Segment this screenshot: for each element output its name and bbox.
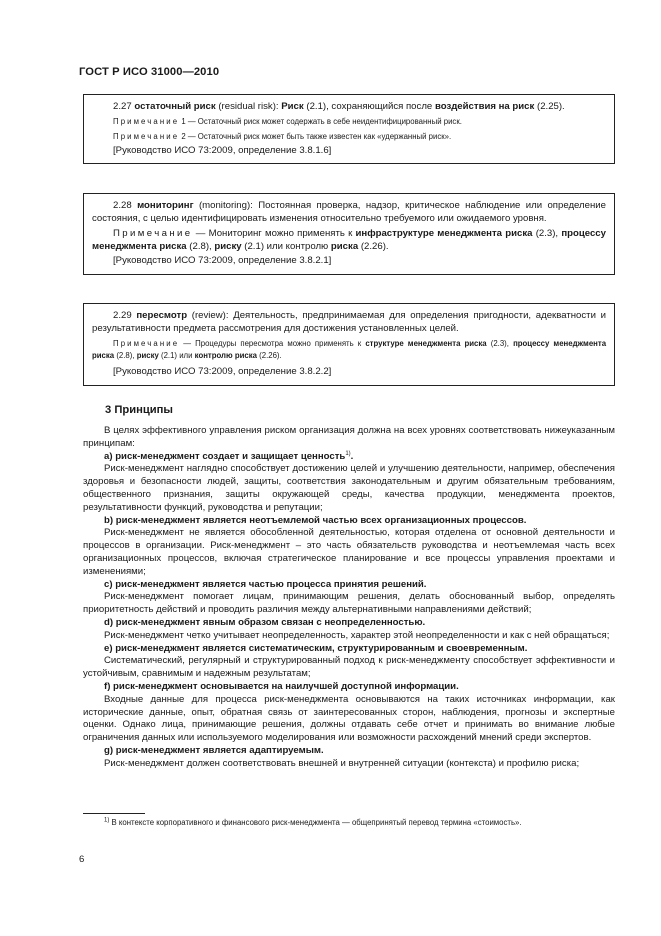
term-definition <box>92 310 606 335</box>
term-name: пересмотр <box>136 310 188 321</box>
principle-text: Риск-менеджмент должен соответствовать внешней и внутренней ситуации (контекста) и профилю риска; <box>104 757 580 769</box>
term-number: 2.28 <box>113 200 132 211</box>
note-text: — Мониторинг можно применять к <box>195 228 353 240</box>
term-name: остаточный риск <box>134 101 216 112</box>
note <box>92 228 606 253</box>
note <box>92 338 606 362</box>
principle-text: Риск-менеджмент наглядно способствует достижению целей и улучшению деятельности, например, обеспечения здоровья и безопасности людей, защиты, соответствия законодательным и другим обязательным требованиям, общественного признания, защиты окружающей среды, качества продукции, менеджмента проектов, результативности функций, руководства и репутации; <box>83 463 615 513</box>
note-text: (2.3), <box>490 339 509 349</box>
note-1 <box>92 116 606 128</box>
principle-title: b) риск-менеджмент является неотъемлемой частью всех организационных процессов. <box>104 514 527 526</box>
footnote <box>83 817 615 829</box>
term-link: процессу менеджмента риска <box>92 228 606 252</box>
note-text: — Процедуры пересмотра можно применять к <box>183 339 362 349</box>
definition-text: (2.1), сохраняющийся после <box>306 101 433 112</box>
principle-heading <box>83 745 615 758</box>
note-text: 2 — Остаточный риск может быть также известен как «удержанный риск». <box>181 131 452 141</box>
section-title: 3 Принципы <box>105 404 173 416</box>
note-2 <box>92 131 606 143</box>
principle-title: f) риск-менеджмент основывается на наилучшей доступной информации. <box>104 680 459 692</box>
note-text: (2.8), <box>189 240 212 252</box>
term-link: риску <box>214 240 242 252</box>
term-box-2-29 <box>83 303 615 386</box>
note-label: Примечание <box>113 228 193 240</box>
footnote-text: В контексте корпоративного и финансового риск-менеджмента — общепринятый перевод термина «стоимость». <box>111 818 522 827</box>
note-text: (2.26). <box>360 240 389 252</box>
note-label: Примечание <box>113 116 180 126</box>
term-definition <box>92 200 606 225</box>
term-name: мониторинг <box>137 200 194 211</box>
principle-text: Систематический, регулярный и структурированный подход к риск-менеджменту способствует эффективности и устойчивым, сравнимым и надежным результатам; <box>83 655 615 680</box>
note-text: (2.8), <box>116 351 135 361</box>
principles-list <box>83 451 615 771</box>
principle-text: Риск-менеджмент не является обособленной деятельностью, которая отделена от основной деятельности и процессов в организации. Риск-менеджмент – это часть обязательств руководства и неотъемлемая часть всех организационных процессов, включая стратегическое планирование и все процессы управления проектами и изменениями; <box>83 527 615 577</box>
definition-text: Деятельность, предпринимаемая для определения пригодности, адекватности и результативности предмета рассмотрения для достижения установленных целей. <box>92 310 606 334</box>
principle-title: d) риск-менеджмент явным образом связан с неопределенностью. <box>104 616 426 628</box>
term-link: процессу менеджмента риска <box>92 339 607 361</box>
note-label: Примечание <box>113 339 180 349</box>
note-text: (2.1) или контролю <box>244 240 329 252</box>
principle-heading <box>83 681 615 694</box>
term-definition <box>92 101 606 114</box>
footnote-mark: 1) <box>104 817 110 824</box>
term-link: структуре менеджмента риска <box>365 339 487 349</box>
principle-heading <box>83 515 615 528</box>
term-english: (residual risk): <box>218 101 279 112</box>
term-link: воздействия на риск <box>434 101 535 112</box>
principle-text: Риск-менеджмент помогает лицам, принимающим решения, делать обоснованный выбор, определять приоритетность действий и проводить различия между альтернативными направлениями действий; <box>83 591 615 616</box>
principle-heading <box>83 643 615 656</box>
term-link: Риск <box>281 101 304 112</box>
note-text: (2.1) или <box>161 351 193 361</box>
reference: [Руководство ИСО 73:2009, определение 3.8.1.6] <box>113 144 332 156</box>
term-box-2-27 <box>83 94 615 164</box>
footnote-divider <box>83 813 145 814</box>
principle-title-end: . <box>350 450 354 462</box>
principle-heading <box>83 617 615 630</box>
definition-text: (2.25). <box>537 101 565 112</box>
term-link: инфраструктуре менеджмента риска <box>355 228 533 240</box>
term-link: контролю риска <box>194 351 257 361</box>
term-link: риска <box>330 240 359 252</box>
principle-heading <box>83 451 615 464</box>
page-number: 6 <box>79 854 85 865</box>
principle-title: а) риск-менеджмент создает и защищает ценность <box>104 450 346 462</box>
term-link: риску <box>136 351 159 361</box>
principle-title: с) риск-менеджмент является частью процесса принятия решений. <box>104 578 427 590</box>
note-text: 1 — Остаточный риск может содержать в себе неидентифицированный риск. <box>181 116 462 126</box>
reference: [Руководство ИСО 73:2009, определение 3.8.2.2] <box>113 366 332 378</box>
principle-heading <box>83 579 615 592</box>
definition-text: Постоянная проверка, надзор, критическое наблюдение или определение состояния, с целью идентифицировать изменения относительно требуемого или ожидаемого уровня. <box>92 200 606 224</box>
principle-text: Входные данные для процесса риск-менеджмента основываются на таких источниках информации, как исторические данные, опыт, обратная связь от заинтересованных сторон, наблюдения, прогнозы и экспертные оценки. Однако лица, принимающие решения, должны отдавать себе отчет и принимать во внимание любые ограничения данных или используемого моделирования или возможности расхождений мнений среди экспертов. <box>83 693 615 744</box>
term-box-2-28 <box>83 193 615 275</box>
section-body <box>83 425 615 771</box>
principle-text: Риск-менеджмент четко учитывает неопределенность, характер этой неопределенности и как с ней обращаться; <box>104 629 610 641</box>
section-intro: В целях эффективного управления риском организация должна на всех уровнях соответствовать нижеуказанным принципам: <box>83 425 615 449</box>
document-header: ГОСТ Р ИСО 31000—2010 <box>79 66 220 78</box>
principle-title: е) риск-менеджмент является систематическим, структурированным и своевременным. <box>104 642 528 654</box>
footnote-ref: 1) <box>345 450 351 457</box>
principle-title: g) риск-менеджмент является адаптируемым. <box>104 744 324 756</box>
reference: [Руководство ИСО 73:2009, определение 3.8.2.1] <box>113 255 332 267</box>
term-number: 2.29 <box>113 310 132 321</box>
note-text: (2.26). <box>259 351 282 361</box>
term-english: (review): <box>191 310 229 321</box>
note-label: Примечание <box>113 131 180 141</box>
note-text: (2.3), <box>535 228 559 240</box>
term-number: 2.27 <box>113 101 132 112</box>
term-english: (monitoring): <box>198 200 253 211</box>
